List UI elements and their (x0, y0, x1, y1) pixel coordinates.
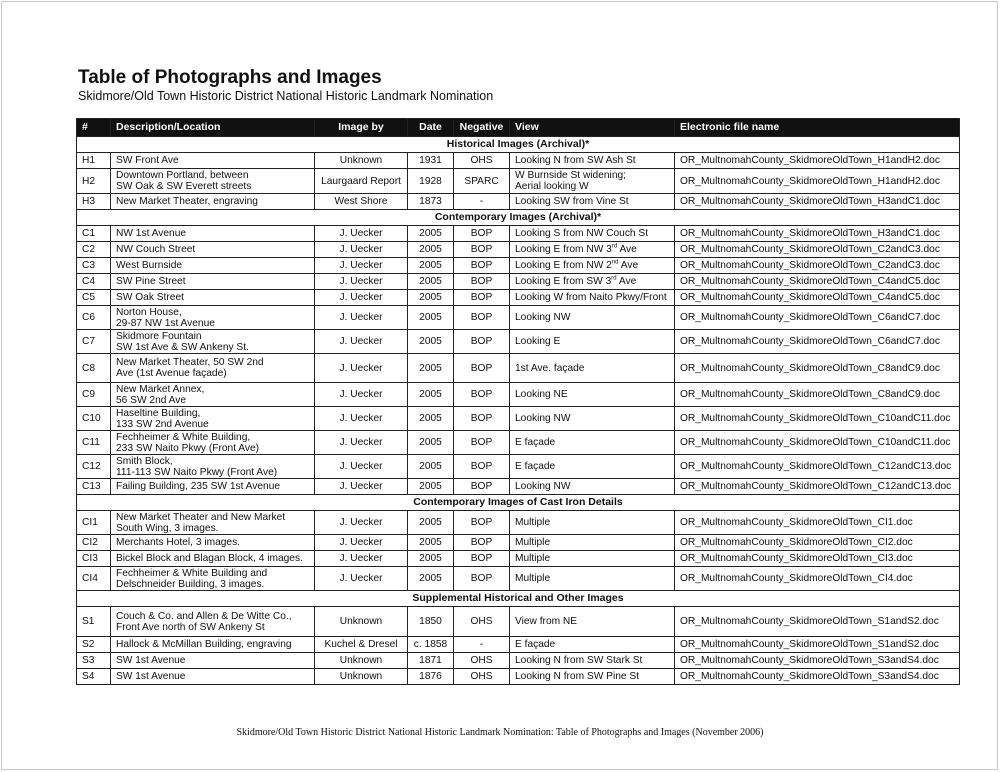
cell-file-name: OR_MultnomahCounty_SkidmoreOldTown_C6andC7.doc (675, 330, 960, 354)
cell-line: W Burnside St widening; (515, 170, 626, 181)
cell-file-name: OR_MultnomahCounty_SkidmoreOldTown_H1andH2.doc (675, 169, 960, 194)
cell-line: Looking SW from Vine St (515, 196, 629, 207)
cell-line: Merchants Hotel, 3 images. (116, 537, 241, 548)
cell-image-by: J. Uecker (315, 511, 408, 535)
cell-file-name: OR_MultnomahCounty_SkidmoreOldTown_CI2.doc (675, 535, 960, 551)
cell-line: Looking NE (515, 389, 568, 400)
cell-view (510, 455, 675, 479)
cell-number: H1 (77, 153, 111, 169)
cell-number: C8 (77, 354, 111, 383)
cell-image-by: J. Uecker (315, 354, 408, 383)
cell-image-by: J. Uecker (315, 535, 408, 551)
table-row (77, 455, 960, 479)
table-row (77, 511, 960, 535)
cell-image-by: Laurgaard Report (315, 169, 408, 194)
cell-negative: BOP (454, 274, 510, 290)
view-text-tail: Ave (618, 260, 639, 271)
cell-number: C1 (77, 226, 111, 242)
cell-date: 2005 (408, 290, 454, 306)
cell-file-name: OR_MultnomahCounty_SkidmoreOldTown_H1andH2.doc (675, 153, 960, 169)
cell-number: CI2 (77, 535, 111, 551)
cell-line: West Burnside (116, 260, 183, 271)
cell-date: c. 1858 (408, 637, 454, 653)
cell-line: Looking NW (515, 413, 571, 424)
cell-date: 2005 (408, 226, 454, 242)
cell-image-by: J. Uecker (315, 407, 408, 431)
cell-line: Delschneider Building, 3 images. (116, 578, 265, 590)
cell-line: NW 1st Avenue (116, 228, 187, 239)
cell-view (510, 637, 675, 653)
cell-negative: OHS (454, 607, 510, 637)
cell-file-name: OR_MultnomahCounty_SkidmoreOldTown_H3andC1.doc (675, 226, 960, 242)
cell-date: 1873 (408, 194, 454, 210)
cell-negative: OHS (454, 669, 510, 685)
table-row (77, 431, 960, 455)
cell-line: Smith Block, (116, 455, 173, 467)
table-row (77, 551, 960, 567)
cell-description (111, 383, 315, 407)
cell-file-name: OR_MultnomahCounty_SkidmoreOldTown_CI4.doc (675, 567, 960, 591)
cell-number: CI4 (77, 567, 111, 591)
cell-line: Bickel Block and Blagan Block, 4 images. (116, 553, 303, 564)
cell-date: 2005 (408, 242, 454, 258)
table-row (77, 226, 960, 242)
cell-line: Looking NW (515, 312, 571, 323)
cell-file-name: OR_MultnomahCounty_SkidmoreOldTown_S1andS2.doc (675, 637, 960, 653)
cell-line: New Market Theater, 50 SW 2nd (116, 357, 264, 368)
cell-negative: BOP (454, 535, 510, 551)
cell-file-name: OR_MultnomahCounty_SkidmoreOldTown_C4andC5.doc (675, 274, 960, 290)
cell-number: C2 (77, 242, 111, 258)
section-header-row (77, 210, 960, 226)
cell-line: Norton House, (116, 306, 182, 318)
table-header (77, 119, 960, 137)
view-superscript: rd (611, 243, 618, 250)
cell-line: Couch & Co. and Allen & De Witte Co., (116, 610, 292, 622)
table-row (77, 194, 960, 210)
cell-description (111, 242, 315, 258)
cell-number: C3 (77, 258, 111, 274)
cell-number: H2 (77, 169, 111, 194)
cell-view (510, 653, 675, 669)
cell-view (510, 383, 675, 407)
cell-view (510, 306, 675, 330)
cell-file-name: OR_MultnomahCounty_SkidmoreOldTown_C10andC11.doc (675, 431, 960, 455)
view-text: Looking E from SW 3 (515, 276, 612, 287)
cell-number: C13 (77, 479, 111, 495)
cell-line: Looking N from SW Stark St (515, 655, 643, 666)
cell-description (111, 194, 315, 210)
cell-description (111, 354, 315, 383)
cell-date: 2005 (408, 383, 454, 407)
cell-description (111, 511, 315, 535)
cell-file-name: OR_MultnomahCounty_SkidmoreOldTown_CI1.doc (675, 511, 960, 535)
page-footer: Skidmore/Old Town Historic District National Historic Landmark Nomination: Table of Photographs and Images (November 2006) (236, 727, 764, 738)
cell-date: 2005 (408, 511, 454, 535)
cell-line: Multiple (515, 537, 551, 548)
cell-number: C6 (77, 306, 111, 330)
cell-view (510, 431, 675, 455)
cell-number: CI3 (77, 551, 111, 567)
cell-file-name: OR_MultnomahCounty_SkidmoreOldTown_C12andC13.doc (675, 479, 960, 495)
view-text-tail: Ave (617, 244, 637, 255)
cell-line: Aerial looking W (515, 181, 589, 192)
view-text: Looking E from NW 3 (515, 244, 612, 255)
section-header-row (77, 591, 960, 607)
table-row (77, 535, 960, 551)
cell-date: 2005 (408, 455, 454, 479)
cell-line: New Market Annex, (116, 383, 205, 395)
view-text: Looking E from NW 2 (515, 260, 612, 271)
cell-number: H3 (77, 194, 111, 210)
cell-number: C7 (77, 330, 111, 354)
cell-image-by: Unknown (315, 153, 408, 169)
cell-file-name: OR_MultnomahCounty_SkidmoreOldTown_H3andC1.doc (675, 194, 960, 210)
cell-line: Looking N from SW Pine St (515, 671, 639, 682)
cell-line: 29-87 NW 1st Avenue (116, 317, 215, 329)
cell-view (510, 226, 675, 242)
cell-line: SW Oak Street (116, 292, 184, 303)
view-superscript: nd (611, 259, 619, 266)
cell-image-by: Kuchel & Dresel (315, 637, 408, 653)
table-row (77, 290, 960, 306)
cell-negative: BOP (454, 354, 510, 383)
cell-date: 2005 (408, 274, 454, 290)
table-row (77, 274, 960, 290)
cell-line: Haseltine Building, (116, 407, 201, 419)
cell-image-by: J. Uecker (315, 567, 408, 591)
cell-number: C12 (77, 455, 111, 479)
cell-date: 2005 (408, 330, 454, 354)
cell-number: C5 (77, 290, 111, 306)
section-header-row (77, 137, 960, 153)
cell-image-by: J. Uecker (315, 479, 408, 495)
cell-line: Looking N from SW Ash St (515, 155, 636, 166)
cell-view (510, 330, 675, 354)
cell-description (111, 258, 315, 274)
cell-line: Looking W from Naito Pkwy/Front (515, 292, 667, 303)
cell-description (111, 431, 315, 455)
cell-negative: BOP (454, 431, 510, 455)
cell-negative: BOP (454, 383, 510, 407)
cell-negative: BOP (454, 290, 510, 306)
cell-file-name: OR_MultnomahCounty_SkidmoreOldTown_C8andC9.doc (675, 383, 960, 407)
cell-line: 133 SW 2nd Avenue (116, 418, 209, 430)
cell-file-name: OR_MultnomahCounty_SkidmoreOldTown_CI3.doc (675, 551, 960, 567)
cell-description (111, 330, 315, 354)
cell-negative: OHS (454, 153, 510, 169)
cell-file-name: OR_MultnomahCounty_SkidmoreOldTown_C10andC11.doc (675, 407, 960, 431)
section-title: Supplemental Historical and Other Images (77, 591, 960, 607)
cell-line: Multiple (515, 517, 551, 528)
cell-description (111, 274, 315, 290)
cell-view (510, 194, 675, 210)
cell-view (510, 407, 675, 431)
section-title: Contemporary Images of Cast Iron Details (77, 495, 960, 511)
cell-description (111, 290, 315, 306)
cell-date: 1931 (408, 153, 454, 169)
cell-date: 2005 (408, 479, 454, 495)
col-header-view: View (510, 119, 675, 137)
cell-image-by: Unknown (315, 607, 408, 637)
cell-line: Multiple (515, 553, 551, 564)
cell-line: 111-113 SW Naito Pkwy (Front Ave) (116, 466, 278, 478)
page-title: Table of Photographs and Images (78, 67, 382, 88)
cell-date: 1876 (408, 669, 454, 685)
cell-file-name: OR_MultnomahCounty_SkidmoreOldTown_C4andC5.doc (675, 290, 960, 306)
cell-file-name: OR_MultnomahCounty_SkidmoreOldTown_C8andC9.doc (675, 354, 960, 383)
cell-description (111, 226, 315, 242)
cell-negative: SPARC (454, 169, 510, 194)
view-superscript: rd (611, 275, 617, 282)
cell-view (510, 242, 675, 258)
cell-description (111, 407, 315, 431)
cell-number: C9 (77, 383, 111, 407)
cell-line: E façade (515, 461, 556, 472)
cell-image-by: J. Uecker (315, 274, 408, 290)
cell-line: Multiple (515, 573, 551, 584)
cell-number: S1 (77, 607, 111, 637)
cell-line: Looking S from NW Couch St (515, 228, 649, 239)
cell-negative: BOP (454, 455, 510, 479)
cell-number: C11 (77, 431, 111, 455)
cell-negative: - (454, 194, 510, 210)
cell-image-by: Unknown (315, 669, 408, 685)
cell-description (111, 153, 315, 169)
cell-description (111, 551, 315, 567)
cell-line: Fechheimer & White Building and (116, 567, 268, 579)
cell-view (510, 535, 675, 551)
col-header-number: # (77, 119, 111, 137)
table-row (77, 242, 960, 258)
col-header-description: Description/Location (111, 119, 315, 137)
cell-line: SW 1st Ave & SW Ankeny St. (116, 341, 249, 353)
cell-line: New Market Theater and New Market (116, 511, 286, 523)
cell-negative: BOP (454, 511, 510, 535)
cell-negative: BOP (454, 330, 510, 354)
cell-view (510, 669, 675, 685)
cell-line: Failing Building, 235 SW 1st Avenue (116, 481, 281, 492)
section-header-row (77, 495, 960, 511)
cell-view (510, 551, 675, 567)
cell-image-by: J. Uecker (315, 330, 408, 354)
cell-date: 2005 (408, 551, 454, 567)
cell-negative: OHS (454, 653, 510, 669)
cell-number: C10 (77, 407, 111, 431)
cell-file-name: OR_MultnomahCounty_SkidmoreOldTown_C6andC7.doc (675, 306, 960, 330)
cell-line: Hallock & McMillan Building, engraving (116, 639, 292, 650)
page-subtitle: Skidmore/Old Town Historic District National Historic Landmark Nomination (78, 89, 494, 103)
cell-image-by: J. Uecker (315, 258, 408, 274)
cell-line: Looking NW (515, 481, 571, 492)
cell-number: S2 (77, 637, 111, 653)
cell-date: 2005 (408, 431, 454, 455)
photographs-table (76, 118, 960, 685)
cell-line: 233 SW Naito Pkwy (Front Ave) (116, 442, 260, 454)
cell-line: 1st Ave. façade (515, 362, 585, 374)
cell-date: 2005 (408, 354, 454, 383)
cell-line: Ave (1st Avenue façade) (116, 368, 227, 379)
view-text-tail: Ave (616, 276, 637, 287)
cell-view (510, 511, 675, 535)
cell-negative: BOP (454, 407, 510, 431)
table-row (77, 407, 960, 431)
cell-image-by: J. Uecker (315, 431, 408, 455)
cell-image-by: J. Uecker (315, 242, 408, 258)
cell-line: SW 1st Avenue (116, 655, 186, 666)
cell-negative: BOP (454, 567, 510, 591)
table-row (77, 258, 960, 274)
cell-description (111, 306, 315, 330)
cell-line: SW Front Ave (116, 155, 179, 166)
cell-line: Downtown Portland, between (116, 170, 249, 181)
cell-negative: BOP (454, 306, 510, 330)
cell-line: New Market Theater, engraving (116, 196, 258, 207)
cell-date: 2005 (408, 567, 454, 591)
cell-date: 1928 (408, 169, 454, 194)
cell-number: C4 (77, 274, 111, 290)
cell-date: 1850 (408, 607, 454, 637)
cell-negative: BOP (454, 551, 510, 567)
table-row (77, 306, 960, 330)
cell-line: South Wing, 3 images. (116, 522, 219, 534)
cell-number: CI1 (77, 511, 111, 535)
table-row (77, 330, 960, 354)
cell-date: 2005 (408, 306, 454, 330)
cell-date: 2005 (408, 258, 454, 274)
cell-image-by: J. Uecker (315, 455, 408, 479)
cell-file-name: OR_MultnomahCounty_SkidmoreOldTown_S3andS4.doc (675, 653, 960, 669)
cell-date: 1871 (408, 653, 454, 669)
cell-file-name: OR_MultnomahCounty_SkidmoreOldTown_C2andC3.doc (675, 258, 960, 274)
table-row (77, 383, 960, 407)
cell-view (510, 354, 675, 383)
cell-line: View from NE (515, 616, 578, 627)
cell-negative: - (454, 637, 510, 653)
cell-file-name: OR_MultnomahCounty_SkidmoreOldTown_C2andC3.doc (675, 242, 960, 258)
cell-description (111, 479, 315, 495)
cell-date: 2005 (408, 535, 454, 551)
cell-view (510, 290, 675, 306)
cell-file-name: OR_MultnomahCounty_SkidmoreOldTown_C12andC13.doc (675, 455, 960, 479)
cell-date: 2005 (408, 407, 454, 431)
table-row (77, 653, 960, 669)
table-row (77, 153, 960, 169)
cell-view (510, 169, 675, 194)
cell-description (111, 535, 315, 551)
table-row (77, 669, 960, 685)
cell-line: E façade (515, 639, 556, 650)
cell-view (510, 479, 675, 495)
cell-image-by: J. Uecker (315, 290, 408, 306)
cell-description (111, 653, 315, 669)
cell-image-by: J. Uecker (315, 226, 408, 242)
cell-line: 56 SW 2nd Ave (116, 394, 187, 406)
table-row (77, 354, 960, 383)
cell-line: SW Pine Street (116, 276, 186, 287)
cell-view (510, 567, 675, 591)
cell-line: Looking E (515, 336, 561, 347)
cell-description (111, 169, 315, 194)
cell-negative: BOP (454, 226, 510, 242)
cell-image-by: J. Uecker (315, 306, 408, 330)
cell-number: S4 (77, 669, 111, 685)
cell-image-by: J. Uecker (315, 383, 408, 407)
col-header-negative: Negative (454, 119, 510, 137)
col-header-image-by: Image by (315, 119, 408, 137)
cell-line: NW Couch Street (116, 244, 196, 255)
cell-negative: BOP (454, 479, 510, 495)
cell-file-name: OR_MultnomahCounty_SkidmoreOldTown_S3andS4.doc (675, 669, 960, 685)
cell-description (111, 567, 315, 591)
cell-view (510, 258, 675, 274)
cell-view (510, 153, 675, 169)
cell-description (111, 669, 315, 685)
cell-line: SW 1st Avenue (116, 671, 186, 682)
cell-line: Front Ave north of SW Ankeny St (116, 621, 265, 633)
cell-file-name: OR_MultnomahCounty_SkidmoreOldTown_S1andS2.doc (675, 607, 960, 637)
cell-negative: BOP (454, 242, 510, 258)
cell-line: E façade (515, 437, 556, 448)
cell-number: S3 (77, 653, 111, 669)
cell-description (111, 607, 315, 637)
cell-view (510, 607, 675, 637)
cell-image-by: J. Uecker (315, 551, 408, 567)
table-row (77, 637, 960, 653)
cell-image-by: Unknown (315, 653, 408, 669)
table-row (77, 567, 960, 591)
section-title: Historical Images (Archival)* (77, 137, 960, 153)
table-row (77, 607, 960, 637)
col-header-date: Date (408, 119, 454, 137)
col-header-file-name: Electronic file name (675, 119, 960, 137)
cell-description (111, 637, 315, 653)
table-body (77, 137, 960, 685)
cell-description (111, 455, 315, 479)
cell-image-by: West Shore (315, 194, 408, 210)
section-title: Contemporary Images (Archival)* (77, 210, 960, 226)
cell-line: SW Oak & SW Everett streets (116, 181, 252, 192)
cell-line: Skidmore Fountain (116, 330, 202, 342)
cell-view (510, 274, 675, 290)
cell-line: Fechheimer & White Building, (116, 431, 251, 443)
cell-negative: BOP (454, 258, 510, 274)
table-row (77, 169, 960, 194)
table-row (77, 479, 960, 495)
